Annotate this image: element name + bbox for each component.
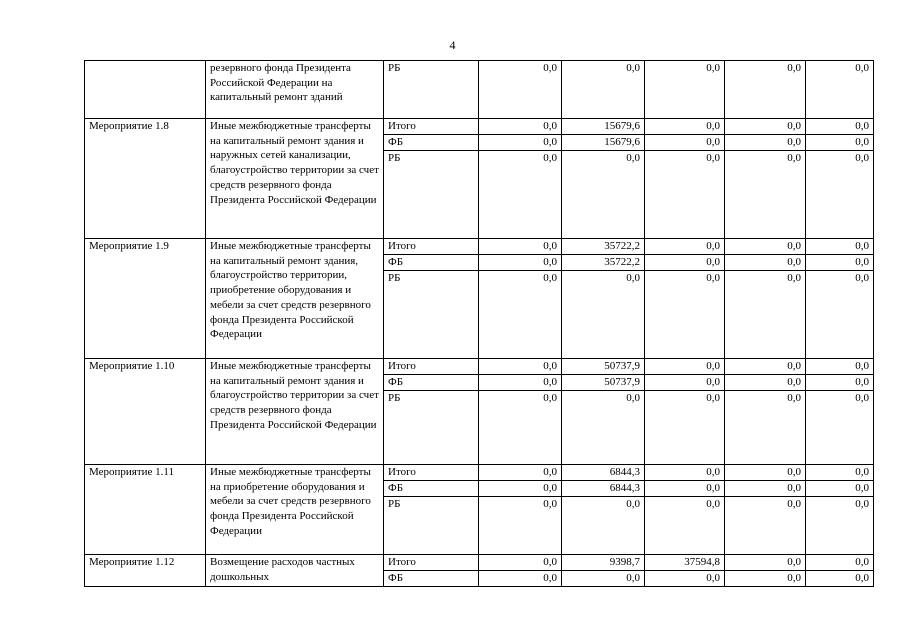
amount-cell: 0,0 — [479, 135, 562, 151]
funding-source: ФБ — [384, 135, 479, 151]
amount-cell: 6844,3 — [562, 465, 645, 481]
amount-cell: 0,0 — [479, 151, 562, 239]
amount-cell: 50737,9 — [562, 375, 645, 391]
amount-cell: 0,0 — [479, 255, 562, 271]
amount-cell: 0,0 — [645, 271, 725, 359]
table-row — [85, 555, 874, 571]
amount-cell: 0,0 — [479, 271, 562, 359]
amount-cell: 0,0 — [725, 391, 806, 465]
amount-cell: 0,0 — [645, 375, 725, 391]
amount-cell: 0,0 — [562, 571, 645, 587]
amount-cell: 0,0 — [645, 119, 725, 135]
amount-cell: 0,0 — [725, 481, 806, 497]
amount-cell: 0,0 — [725, 465, 806, 481]
amount-cell: 0,0 — [479, 375, 562, 391]
amount-cell: 0,0 — [806, 555, 874, 571]
amount-cell: 0,0 — [725, 375, 806, 391]
amount-cell: 0,0 — [645, 481, 725, 497]
amount-cell: 0,0 — [806, 119, 874, 135]
table-row — [85, 239, 874, 255]
amount-cell: 0,0 — [645, 239, 725, 255]
funding-source: Итого — [384, 465, 479, 481]
amount-cell: 0,0 — [806, 465, 874, 481]
measure-description: Иные межбюджетные трансферты на капитальный ремонт здания, благоустройство территории, приобретение оборудования и мебели за счет средств резервного фонда Президента Российской Федерации — [206, 239, 384, 359]
funding-source: ФБ — [384, 571, 479, 587]
amount-cell: 0,0 — [725, 271, 806, 359]
amount-cell: 0,0 — [562, 497, 645, 555]
table-row — [85, 61, 874, 119]
amount-cell: 0,0 — [645, 151, 725, 239]
amount-cell: 0,0 — [725, 61, 806, 119]
amount-cell: 0,0 — [806, 359, 874, 375]
amount-cell: 0,0 — [806, 375, 874, 391]
amount-cell: 15679,6 — [562, 135, 645, 151]
amount-cell: 0,0 — [645, 135, 725, 151]
amount-cell: 0,0 — [562, 271, 645, 359]
amount-cell: 0,0 — [645, 255, 725, 271]
funding-source: РБ — [384, 271, 479, 359]
measure-name: Мероприятие 1.8 — [85, 119, 206, 239]
amount-cell: 0,0 — [806, 481, 874, 497]
amount-cell: 35722,2 — [562, 255, 645, 271]
funding-source: Итого — [384, 119, 479, 135]
amount-cell: 0,0 — [562, 391, 645, 465]
amount-cell: 0,0 — [562, 151, 645, 239]
amount-cell: 0,0 — [479, 481, 562, 497]
amount-cell: 0,0 — [725, 151, 806, 239]
amount-cell: 0,0 — [725, 255, 806, 271]
amount-cell: 0,0 — [479, 61, 562, 119]
measure-description: Иные межбюджетные трансферты на капитальный ремонт здания и наружных сетей канализации, благоустройство территории за счет средств резервного фонда Президента Российской Федерации — [206, 119, 384, 239]
amount-cell: 0,0 — [725, 571, 806, 587]
amount-cell: 0,0 — [645, 359, 725, 375]
amount-cell: 0,0 — [645, 61, 725, 119]
amount-cell: 0,0 — [645, 497, 725, 555]
table-row — [85, 465, 874, 481]
amount-cell: 0,0 — [479, 239, 562, 255]
amount-cell: 0,0 — [479, 465, 562, 481]
amount-cell: 0,0 — [479, 571, 562, 587]
measure-description: Возмещение расходов частных дошкольных — [206, 555, 384, 587]
amount-cell: 0,0 — [725, 359, 806, 375]
amount-cell: 0,0 — [725, 497, 806, 555]
measure-name: Мероприятие 1.10 — [85, 359, 206, 465]
measure-description: Иные межбюджетные трансферты на капитальный ремонт здания и благоустройство территории за счет средств резервного фонда Президента Российской Федерации — [206, 359, 384, 465]
amount-cell: 37594,8 — [645, 555, 725, 571]
amount-cell: 0,0 — [806, 497, 874, 555]
funding-source: РБ — [384, 497, 479, 555]
amount-cell: 0,0 — [725, 239, 806, 255]
amount-cell: 0,0 — [806, 391, 874, 465]
measure-name: Мероприятие 1.9 — [85, 239, 206, 359]
amount-cell: 0,0 — [725, 135, 806, 151]
funding-table — [84, 60, 874, 587]
measure-description: Иные межбюджетные трансферты на приобретение оборудования и мебели за счет средств резервного фонда Президента Российской Федерации — [206, 465, 384, 555]
amount-cell: 0,0 — [562, 61, 645, 119]
amount-cell: 0,0 — [645, 391, 725, 465]
measure-name: Мероприятие 1.12 — [85, 555, 206, 587]
amount-cell: 0,0 — [479, 119, 562, 135]
measure-name: Мероприятие 1.11 — [85, 465, 206, 555]
table-row — [85, 359, 874, 375]
amount-cell: 35722,2 — [562, 239, 645, 255]
amount-cell: 0,0 — [479, 555, 562, 571]
measure-name — [85, 61, 206, 119]
amount-cell: 0,0 — [725, 555, 806, 571]
amount-cell: 0,0 — [725, 119, 806, 135]
amount-cell: 15679,6 — [562, 119, 645, 135]
amount-cell: 0,0 — [645, 465, 725, 481]
funding-source: Итого — [384, 239, 479, 255]
funding-source: Итого — [384, 555, 479, 571]
amount-cell: 0,0 — [806, 135, 874, 151]
funding-source: ФБ — [384, 375, 479, 391]
funding-source: ФБ — [384, 255, 479, 271]
amount-cell: 9398,7 — [562, 555, 645, 571]
amount-cell: 50737,9 — [562, 359, 645, 375]
amount-cell: 6844,3 — [562, 481, 645, 497]
amount-cell: 0,0 — [806, 255, 874, 271]
funding-source: РБ — [384, 61, 479, 119]
measure-description: резервного фонда Президента Российской Федерации на капитальный ремонт зданий — [206, 61, 384, 119]
amount-cell: 0,0 — [645, 571, 725, 587]
amount-cell: 0,0 — [806, 151, 874, 239]
funding-source: Итого — [384, 359, 479, 375]
amount-cell: 0,0 — [479, 391, 562, 465]
table-body — [85, 61, 874, 587]
amount-cell: 0,0 — [806, 271, 874, 359]
amount-cell: 0,0 — [806, 239, 874, 255]
amount-cell: 0,0 — [806, 571, 874, 587]
page-number: 4 — [449, 38, 456, 52]
table-row — [85, 119, 874, 135]
funding-source: РБ — [384, 391, 479, 465]
amount-cell: 0,0 — [806, 61, 874, 119]
funding-source: РБ — [384, 151, 479, 239]
funding-source: ФБ — [384, 481, 479, 497]
amount-cell: 0,0 — [479, 359, 562, 375]
amount-cell: 0,0 — [479, 497, 562, 555]
